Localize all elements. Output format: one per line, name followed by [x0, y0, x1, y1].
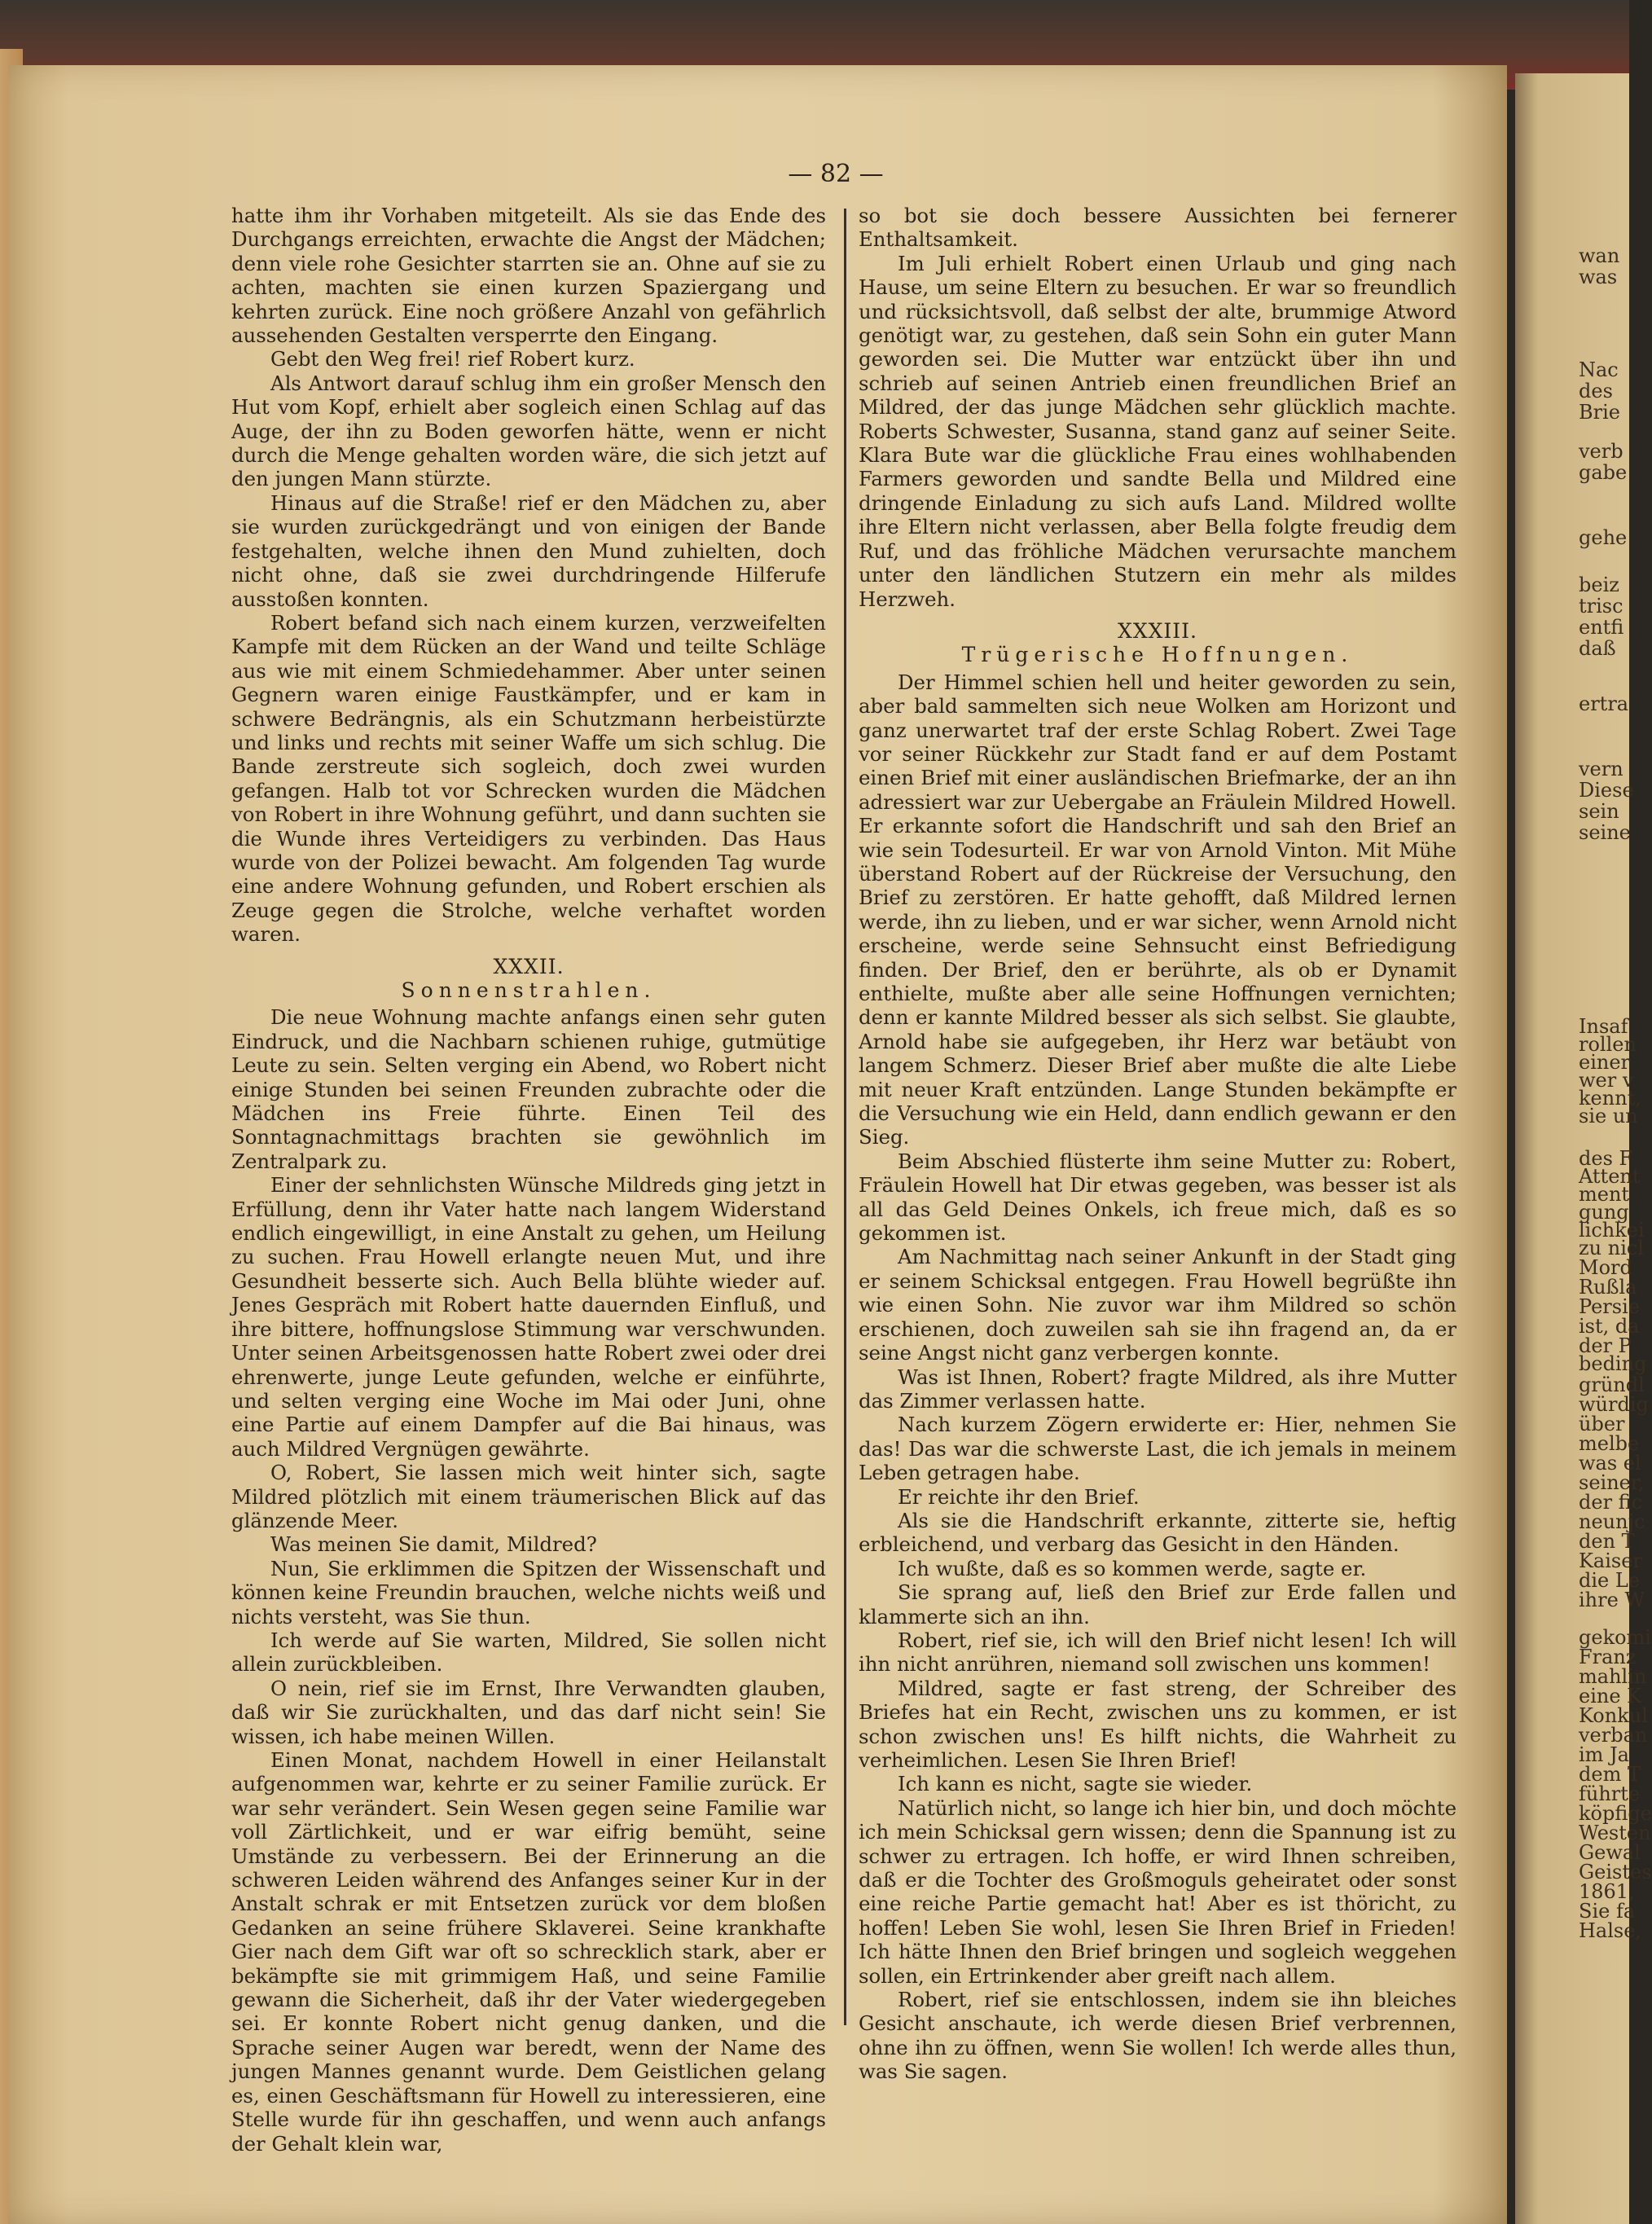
adjacent-page-fragment: Rußla	[1579, 1276, 1637, 1299]
paragraph: hatte ihm ihr Vorhaben mitgeteilt. Als sie das Ende des Durchgangs erreichten, erwachte die Angst der Mädchen; denn viele rohe Gesichter starrten sie an. Ohne auf sie zu achten, machten sie einen kurzen Spaziergang und kehrten zurück. Eine noch größere Anzahl von gefährlich aussehenden Gestalten versperrte den Eingang.	[231, 204, 826, 348]
adjacent-page-fragment: im Ja	[1579, 1743, 1629, 1766]
paragraph: Gebt den Weg frei! rief Robert kurz.	[270, 347, 635, 371]
adjacent-page-fragment: Sie fa	[1579, 1900, 1636, 1923]
adjacent-page-fragment: führte	[1579, 1782, 1641, 1805]
adjacent-page-fragment: die Le	[1579, 1569, 1641, 1592]
paragraph: Robert, rief sie, ich will den Brief nicht lesen! Ich will ihn nicht anrühren, niemand soll zwischen uns kommen!	[859, 1628, 1456, 1677]
adjacent-page-fragment: des F	[1579, 1147, 1633, 1170]
left-paragraphs-after	[231, 1005, 826, 2156]
adjacent-page-fragment: der fic	[1579, 1491, 1643, 1514]
adjacent-page-fragment: ist, da	[1579, 1315, 1640, 1338]
paragraph: Hinaus auf die Straße! rief er den Mädchen zu, aber sie wurden zurückgedrängt und von einigen der Bande festgehalten, welche ihnen den Mund zuhielten, doch nicht ohne, daß sie zwei durchdringende Hilferufe ausstoßen konnten.	[231, 490, 826, 611]
paragraph: Sie sprang auf, ließ den Brief zur Erde fallen und klammerte sich an ihn.	[859, 1580, 1456, 1628]
paragraph: Mildred, sagte er fast streng, der Schreiber des Briefes hat ein Recht, zwischen uns zu kommen, er ist schon zwischen uns! Es hilft nichts, die Wahrheit zu verheimlichen. Lesen Sie Ihren Brief!	[859, 1676, 1456, 1772]
adjacent-page-fragment: Mord	[1579, 1256, 1632, 1279]
right-paragraphs-after	[859, 670, 1456, 2084]
adjacent-page-fragment: Halse,	[1579, 1919, 1642, 1942]
adjacent-page-fragment: was	[1579, 266, 1618, 288]
left-column	[231, 204, 826, 2156]
adjacent-page-fragment: mahlin	[1579, 1665, 1647, 1688]
adjacent-page-fragment: lichkei	[1579, 1219, 1645, 1242]
adjacent-page-fragment: Attent	[1579, 1165, 1641, 1188]
paragraph: Nach kurzem Zögern erwiderte er: Hier, nehmen Sie das! Das war die schwerste Last, die ich jemals in meinem Leben getragen habe.	[859, 1413, 1456, 1485]
adjacent-page-fragment: ihre W	[1579, 1589, 1645, 1611]
adjacent-page-fragment: seine	[1579, 821, 1631, 844]
adjacent-page-fragment: beding	[1579, 1352, 1647, 1375]
paragraph: Natürlich nicht, so lange ich hier bin, und doch möchte ich mein Schicksal gern wissen; denn die Spannung ist zu schwer zu ertragen. Ich hoffe, er wird Ihnen schreiben, daß er die Tochter des Großmoguls geheiratet oder sonst eine reiche Partie gemacht hat! Aber es ist thöricht, zu hoffen! Leben Sie wohl, lesen Sie Ihren Brief in Frieden! Ich hätte Ihnen den Brief bringen und sogleich weggehen sollen, ein Ertrinkender aber greift nach allem.	[859, 1795, 1456, 1988]
paragraph: O nein, rief sie im Ernst, Ihre Verwandten glauben, daß wir Sie zurückhalten, und das darf nicht sein! Sie wissen, ich habe meinen Willen.	[231, 1676, 826, 1748]
adjacent-page-fragment: eine K	[1579, 1685, 1642, 1708]
adjacent-page-fragment: 1861,	[1579, 1880, 1635, 1903]
adjacent-page-fragment: wan	[1579, 244, 1620, 267]
adjacent-page-fragment: Persie	[1579, 1295, 1640, 1318]
adjacent-page-fragment: daß	[1579, 637, 1616, 660]
paragraph: Ich wußte, daß es so kommen werde, sagte er.	[898, 1556, 1367, 1580]
page-number: — 82 —	[788, 160, 884, 188]
adjacent-page-fragment: einer	[1579, 1051, 1631, 1074]
chapter-title: Trügerische Hoffnungen.	[961, 643, 1354, 667]
adjacent-page-fragment: neunjc	[1579, 1510, 1645, 1533]
adjacent-page-edge	[1515, 73, 1652, 2224]
adjacent-page-fragment: gung	[1579, 1201, 1629, 1224]
adjacent-page-fragment: sein	[1579, 800, 1619, 823]
paragraph: Ich kann es nicht, sagte sie wieder.	[898, 1772, 1253, 1796]
right-paragraphs-before	[859, 204, 1456, 611]
paragraph: Die neue Wohnung machte anfangs einen sehr guten Eindruck, und die Nachbarn schienen ruhige, gutmütige Leute zu sein. Selten verging ein Abend, wo Robert nicht einige Stunden bei seinen Freunden zubrachte oder die Mädchen ins Freie führte. Einen Teil des Sonntagnachmittags brachten sie gewöhnlich im Zentralpark zu.	[231, 1005, 826, 1173]
adjacent-page-fragment: entfi	[1579, 616, 1624, 639]
adjacent-page-fragment: köpfige	[1579, 1802, 1652, 1825]
right-column	[859, 204, 1456, 2084]
paragraph: Robert, rief sie entschlossen, indem sie ihn bleiches Gesicht anschaute, ich werde diesen Brief verbrennen, ohne ihn zu öffnen, wenn Sie wollen! Ich werde alles thun, was Sie sagen.	[859, 1988, 1456, 2084]
adjacent-page-fragment: beiz	[1579, 574, 1619, 596]
column-divider	[844, 209, 846, 2025]
adjacent-page-fragment: sie un	[1579, 1105, 1638, 1127]
adjacent-page-fragment: kennt,	[1579, 1087, 1641, 1110]
adjacent-page-fragment: über	[1579, 1413, 1625, 1435]
adjacent-page-fragment: gekomi	[1579, 1626, 1651, 1649]
adjacent-page-fragment: vern	[1579, 758, 1623, 780]
adjacent-page-fragment: den T	[1579, 1530, 1635, 1553]
paragraph: Im Juli erhielt Robert einen Urlaub und ging nach Hause, um seine Eltern zu besuchen. Er war so freundlich und rücksichtsvoll, daß selbst der alte, brummige Atword genötigt war, zu gestehen, daß sein Sohn ein guter Mann geworden sei. Die Mutter war entzückt über ihn und schrieb auf seinen Antrieb einen freundlichen Brief an Mildred, der das junge Mädchen sehr glücklich machte. Roberts Schwester, Susanna, stand ganz auf seiner Seite. Klara Bute war die glückliche Frau eines wohlhabenden Farmers geworden und sandte Bella und Mildred eine dringende Einladung zu sich aufs Land. Mildred wollte ihre Eltern nicht verlassen, aber Bella folgte freudig dem Ruf, und das fröhliche Mädchen verursachte manchem unter den ländlichen Stutzern ein mehr als mildes Herzweh.	[859, 251, 1456, 611]
paragraph: Er reichte ihr den Brief.	[898, 1484, 1140, 1509]
adjacent-page-fragment: Geistes	[1579, 1861, 1652, 1883]
adjacent-page-fragment: zu nicl	[1579, 1237, 1644, 1259]
paragraph: Der Himmel schien hell und heiter geworden zu sein, aber bald sammelten sich neue Wolken am Horizont und ganz unerwartet traf der erste Schlag Robert. Zwei Tage vor seiner Rückkehr zur Stadt fand er auf dem Postamt einen Brief mit einer ausländischen Briefmarke, der an ihn adressiert war zur Uebergabe an Fräulein Mildred Howell. Er erkannte sofort die Handschrift und sah den Brief an wie sein Todesurteil. Er war von Arnold Vinton. Mit Mühe überstand Robert auf der Rückreise der Versuchung, den Brief zu zerstören. Er hatte gehofft, daß Mildred lernen werde, ihn zu lieben, und er war sicher, wenn Arnold nicht erscheine, werde seine Sehnsucht einst Befriedigung finden. Der Brief, den er berührte, als ob er Dynamit enthielte, mußte aber alle seine Hoffnungen vernichten; denn er kannte Mildred besser als sich selbst. Sie glaubte, Arnold habe sie aufgegeben, ihr Herz war betäubt von langem Schmerz. Dieser Brief aber mußte die alte Liebe mit neuer Kraft entzünden. Lange Stunden bekämpfte er die Versuchung wie ein Held, dann endlich gewann er den Sieg.	[859, 670, 1456, 1149]
adjacent-page-fragment: Nac	[1579, 358, 1619, 381]
adjacent-page-fragment: würdig	[1579, 1393, 1649, 1416]
adjacent-page-fragment: rollen	[1579, 1033, 1637, 1056]
paragraph: Was meinen Sie damit, Mildred?	[270, 1532, 597, 1557]
adjacent-page-fragment: ertra	[1579, 692, 1629, 715]
paragraph: Was ist Ihnen, Robert? fragte Mildred, als ihre Mutter das Zimmer verlassen hatte.	[859, 1365, 1456, 1413]
paragraph: Als Antwort darauf schlug ihm ein großer Mensch den Hut vom Kopf, erhielt aber sogleich einen Schlag auf das Auge, der ihn zu Boden geworfen hätte, wenn er nicht durch die Menge gehalten worden wäre, die sich jetzt auf den jungen Mann stürzte.	[231, 371, 826, 491]
paragraph: so bot sie doch bessere Aussichten bei fernerer Enthaltsamkeit.	[859, 204, 1456, 252]
adjacent-page-fragment: Westen	[1579, 1822, 1651, 1844]
chapter-title: Sonnenstrahlen.	[401, 978, 657, 1002]
adjacent-page-fragment: seiner,	[1579, 1471, 1645, 1494]
adjacent-page-fragment: verban	[1579, 1724, 1648, 1747]
adjacent-page-fragment: was el	[1579, 1452, 1641, 1475]
paragraph: Nun, Sie erklimmen die Spitzen der Wissenschaft und können keine Freundin brauchen, welche nichts weiß und nichts versteht, was Sie thun.	[231, 1556, 826, 1628]
paragraph: Einer der sehnlichsten Wünsche Mildreds ging jetzt in Erfüllung, denn ihr Vater hatte nach langem Widerstand endlich eingewilligt, in eine Anstalt zu gehen, um Heilung zu suchen. Frau Howell erlangte neuen Mut, und ihre Gesundheit besserte sich. Auch Bella blühte wieder auf. Jenes Gespräch mit Robert hatte dauernden Einfluß, und ihre bittere, hoffnungslose Stimmung war verschwunden. Unter seinen Arbeitsgenossen hatte Robert zwei oder drei ehrenwerte, junge Leute gefunden, welche er einführte, und selten verging eine Woche im Mai oder Juni, ohne eine Partie auf einem Dampfer auf die Bai hinaus, was auch Mildred Vergnügen gewährte.	[231, 1173, 826, 1461]
left-paragraphs-before	[231, 204, 826, 947]
adjacent-page-fragment: gabe	[1579, 461, 1628, 484]
adjacent-page-fragment: wer v	[1579, 1069, 1634, 1092]
adjacent-page-fragment: Gewal	[1579, 1841, 1641, 1864]
paragraph: Beim Abschied flüsterte ihm seine Mutter zu: Robert, Fräulein Howell hat Dir etwas gegeben, was besser ist als all das Geld Deines Onkels, ich freue mich, daß es so gekommen ist.	[859, 1149, 1456, 1246]
adjacent-page-fragment: des	[1579, 380, 1613, 402]
adjacent-page-fragment: trisc	[1579, 595, 1623, 618]
adjacent-page-fragment: Franz	[1579, 1646, 1637, 1668]
adjacent-page-fragment: der P	[1579, 1334, 1632, 1357]
adjacent-page-fragment: verb	[1579, 440, 1623, 463]
adjacent-page-fragment: gründl	[1579, 1374, 1645, 1396]
paragraph: Einen Monat, nachdem Howell in einer Heilanstalt aufgenommen war, kehrte er zu seiner Familie zurück. Er war sehr verändert. Sein Wesen gegen seine Familie war voll Zärtlichkeit, und er war eifrig bemüht, seine Umstände zu verbessern. Bei der Erinnerung an die schweren Leiden während des Anfanges seiner Kur in der Anstalt schrak er mit Entsetzen zurück vor dem bloßen Gedanken an seine frühere Sklaverei. Seine krankhafte Gier nach dem Gift war oft so schrecklich stark, aber er bekämpfte sie mit grimmigem Haß, und seine Familie gewann die Sicherheit, daß ihr der Vater wiedergegeben sei. Er konnte Robert nicht genug danken, und die Sprache seiner Augen war beredt, wenn der Name des jungen Mannes genannt wurde. Dem Geistlichen gelang es, einen Geschäftsmann für Howell zu interessieren, eine Stelle wurde für ihn geschaffen, und wenn auch anfangs der Gehalt klein war,	[231, 1748, 826, 2156]
paragraph: Ich werde auf Sie warten, Mildred, Sie sollen nicht allein zurückbleiben.	[231, 1628, 826, 1677]
adjacent-page-fragment: Kaiser	[1579, 1549, 1642, 1572]
adjacent-page-fragment: dem T	[1579, 1763, 1641, 1786]
paragraph: O, Robert, Sie lassen mich weit hinter sich, sagte Mildred plötzlich mit einem träumerischen Blick auf das glänzende Meer.	[231, 1461, 826, 1532]
adjacent-page-fragment: Konkul	[1579, 1704, 1648, 1727]
adjacent-page-fragment: Diese	[1579, 779, 1634, 802]
chapter-number: XXXII.	[493, 954, 565, 978]
paragraph: Am Nachmittag nach seiner Ankunft in der Stadt ging er seinem Schicksal entgegen. Frau Howell begrüßte ihn wie einen Sohn. Nie zuvor war ihm Mildred so schön erschienen, doch zuweilen sah sie ihn fragend an, da er seine Angst nicht ganz verbergen konnte.	[859, 1245, 1456, 1365]
adjacent-page-fragment: Brie	[1579, 401, 1620, 424]
adjacent-page-fragment: ment	[1579, 1183, 1630, 1206]
adjacent-page-fragment: melbe	[1579, 1432, 1640, 1455]
paragraph: Robert befand sich nach einem kurzen, verzweifelten Kampfe mit dem Rücken an der Wand und teilte Schläge aus wie mit einem Schmiedehammer. Aber unter seinen Gegnern waren einige Faustkämpfer, und er kam in schwere Bedrängnis, als ein Schutzmann herbeistürzte und links und rechts mit seiner Waffe um sich schlug. Die Bande zerstreute sich sogleich, doch zwei wurden gefangen. Halb tot vor Schrecken wurden die Mädchen von Robert in ihre Wohnung geführt, und dann suchten sie die Wunde ihres Verteidigers zu verbinden. Das Haus wurde von der Polizei bewacht. Am folgenden Tag wurde eine andere Wohnung gefunden, und Robert erschien als Zeuge gegen die Strolche, welche verhaftet worden waren.	[231, 610, 826, 947]
adjacent-page-fragment: gehe	[1579, 526, 1628, 549]
chapter-number: XXXIII.	[1118, 618, 1197, 643]
adjacent-page-fragment: Insaf	[1579, 1015, 1628, 1038]
paragraph: Als sie die Handschrift erkannte, zitterte sie, heftig erbleichend, und verbarg das Gesicht in den Händen.	[859, 1508, 1456, 1557]
